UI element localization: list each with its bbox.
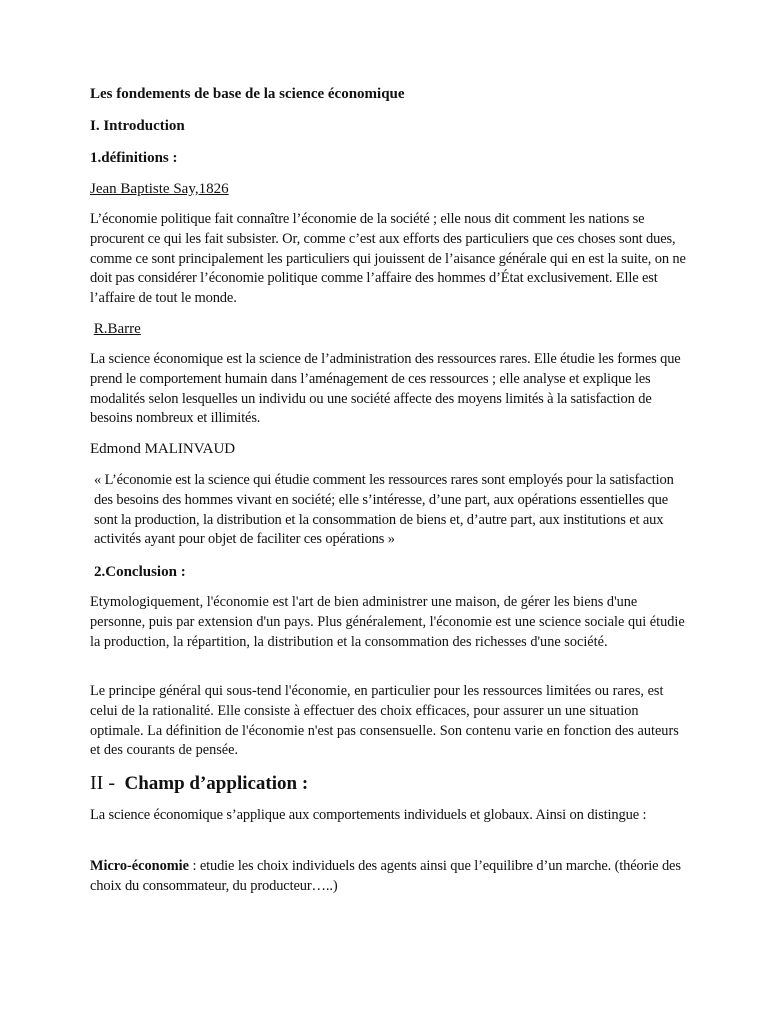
micro-economie-paragraph: [90, 857, 690, 897]
section-heading-champ: [90, 771, 690, 796]
author-barre: [90, 320, 690, 339]
author-malinvaud: Edmond MALINVAUD: [90, 441, 236, 457]
micro-economie-text: : etudie les choix individuels des agents ainsi que l’equilibre d’un marche. (théorie des choix du consommateur, du producteur…..): [90, 858, 681, 894]
document-title: Les fondements de base de la science économique: [90, 86, 405, 102]
subheading-definitions: 1.définitions :: [90, 150, 178, 166]
author-barre-name: R.Barre: [93, 321, 141, 337]
section-heading-introduction: I. Introduction: [90, 118, 185, 134]
author-say-name: Jean Baptiste Say,1826: [90, 181, 229, 197]
quote-barre: La science économique est la science de l’administration des ressources rares. Elle étudie les formes que prend le comportement humain dans l’aménagement de ces ressources ; elle analyse et explique les modalités selon lesquelles un individu ou une société affecte des moyens limités à la satisfaction de besoins nombreux et illimités.: [90, 351, 681, 427]
conclusion-paragraph-2: Le principe général qui sous-tend l'économie, en particulier pour les ressources limitées ou rares, est celui de la rationalité. Elle consiste à effectuer des choix efficaces, pour assurer un une situation optimale. La définition de l'économie n'est pas consensuelle. Son contenu varie en fonction des auteurs et des courants de pensée.: [90, 683, 679, 759]
section-heading-champ-title: Champ d’application :: [124, 773, 309, 794]
quote-say: L’économie politique fait connaître l’économie de la société ; elle nous dit comment les nations se procurent ce qui les fait subsister. Or, comme c’est aux efforts des particuliers que ces choses sont dues, comme ce sont principalement les particuliers qui jouissent de l’aisance générale qui en est la suite, on ne doit pas considérer l’économie politique comme l’affaire des hommes d’État exclusivement. Elle est l’affaire de tout le monde.: [90, 211, 686, 307]
conclusion-paragraph-1: Etymologiquement, l'économie est l'art de bien administrer une maison, de gérer les biens d'une personne, puis par extension d'un pays. Plus généralement, l'économie est une science sociale qui étudie la production, la répartition, la distribution et la consommation des richesses d'une société.: [90, 594, 685, 650]
subheading-conclusion: 2.Conclusion :: [94, 564, 186, 580]
author-say: [90, 180, 690, 199]
quote-malinvaud: « L’économie est la science qui étudie comment les ressources rares sont employés pour la satisfaction des besoins des hommes vivant en société; elle s’intéresse, d’une part, aux opérations essentielles que sont la production, la distribution et la consommation de biens et, d’autre part, aux institutions et aux activités ayant pour objet de faciliter ces opérations »: [94, 472, 674, 548]
champ-intro: La science économique s’applique aux comportements individuels et globaux. Ainsi on distingue :: [90, 807, 647, 823]
micro-economie-label: Micro-économie: [90, 858, 189, 874]
section-heading-champ-number: II -: [90, 772, 115, 794]
